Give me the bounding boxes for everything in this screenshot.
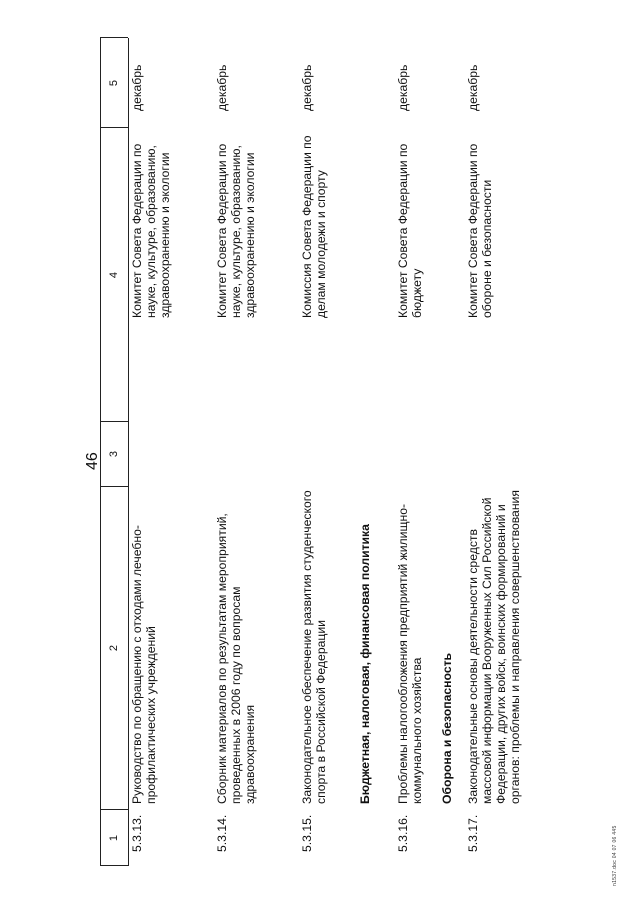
column-header: 5 [108, 79, 120, 87]
row-title: Сборник материалов по результатам мероприятий, проведенных в 2006 году по вопросам здравоохранения [215, 513, 257, 804]
row-executor: Комитет Совета Федерации по бюджету [396, 143, 424, 318]
col-separator [100, 127, 128, 128]
row-executor: Комитет Совета Федерации по обороне и безопасности [466, 143, 494, 318]
row-title: Законодательное обеспечение развития студенческого спорта в Российской Федерации [300, 490, 328, 804]
header-bottom-border [128, 38, 129, 866]
row-executor: Комитет Совета Федерации по науке, культуре, образованию, здравоохранению и экологии [215, 143, 257, 318]
col-separator [100, 486, 128, 487]
row-executor: Комиссия Совета Федерации по делам молодежи и спорту [300, 135, 328, 318]
col-separator [100, 809, 128, 810]
table-right-border [100, 37, 128, 38]
row-number: 5.3.14. [215, 814, 229, 852]
row-title: Законодательные основы деятельности средств массовой информации Вооруженных Сил Российской Федерации, других войск, воинских формирований и органов: проблемы и направления совершенствования [466, 490, 522, 804]
row-title: Проблемы налогообложения предприятий жилищно-коммунального хозяйства [396, 503, 424, 804]
column-header: 1 [108, 834, 120, 842]
row-deadline: декабрь [215, 64, 229, 111]
page-number: 46 [84, 452, 101, 470]
col-separator [100, 421, 128, 422]
row-number: 5.3.13. [130, 814, 144, 852]
column-header: 4 [108, 271, 120, 279]
row-number: 5.3.17. [466, 814, 480, 852]
section-heading: Оборона и безопасность [440, 652, 454, 804]
table-left-border [100, 865, 128, 866]
row-executor: Комитет Совета Федерации по науке, культуре, образованию, здравоохранению и экологии [130, 143, 172, 318]
row-deadline: декабрь [396, 64, 410, 111]
row-deadline: декабрь [300, 64, 314, 111]
section-heading: Бюджетная, налоговая, финансовая политика [358, 524, 372, 804]
row-deadline: декабрь [466, 64, 480, 111]
column-header: 3 [108, 450, 120, 458]
column-header: 2 [108, 644, 120, 652]
table-top-border [100, 38, 101, 866]
row-deadline: декабрь [130, 64, 144, 111]
row-number: 5.3.16. [396, 814, 410, 852]
row-number: 5.3.15. [300, 814, 314, 852]
row-title: Руководство по обращению с отходами лечебно-профилактических учреждений [130, 525, 158, 804]
document-footer-code: n1537.doc 04 07 06 445 [612, 825, 618, 886]
